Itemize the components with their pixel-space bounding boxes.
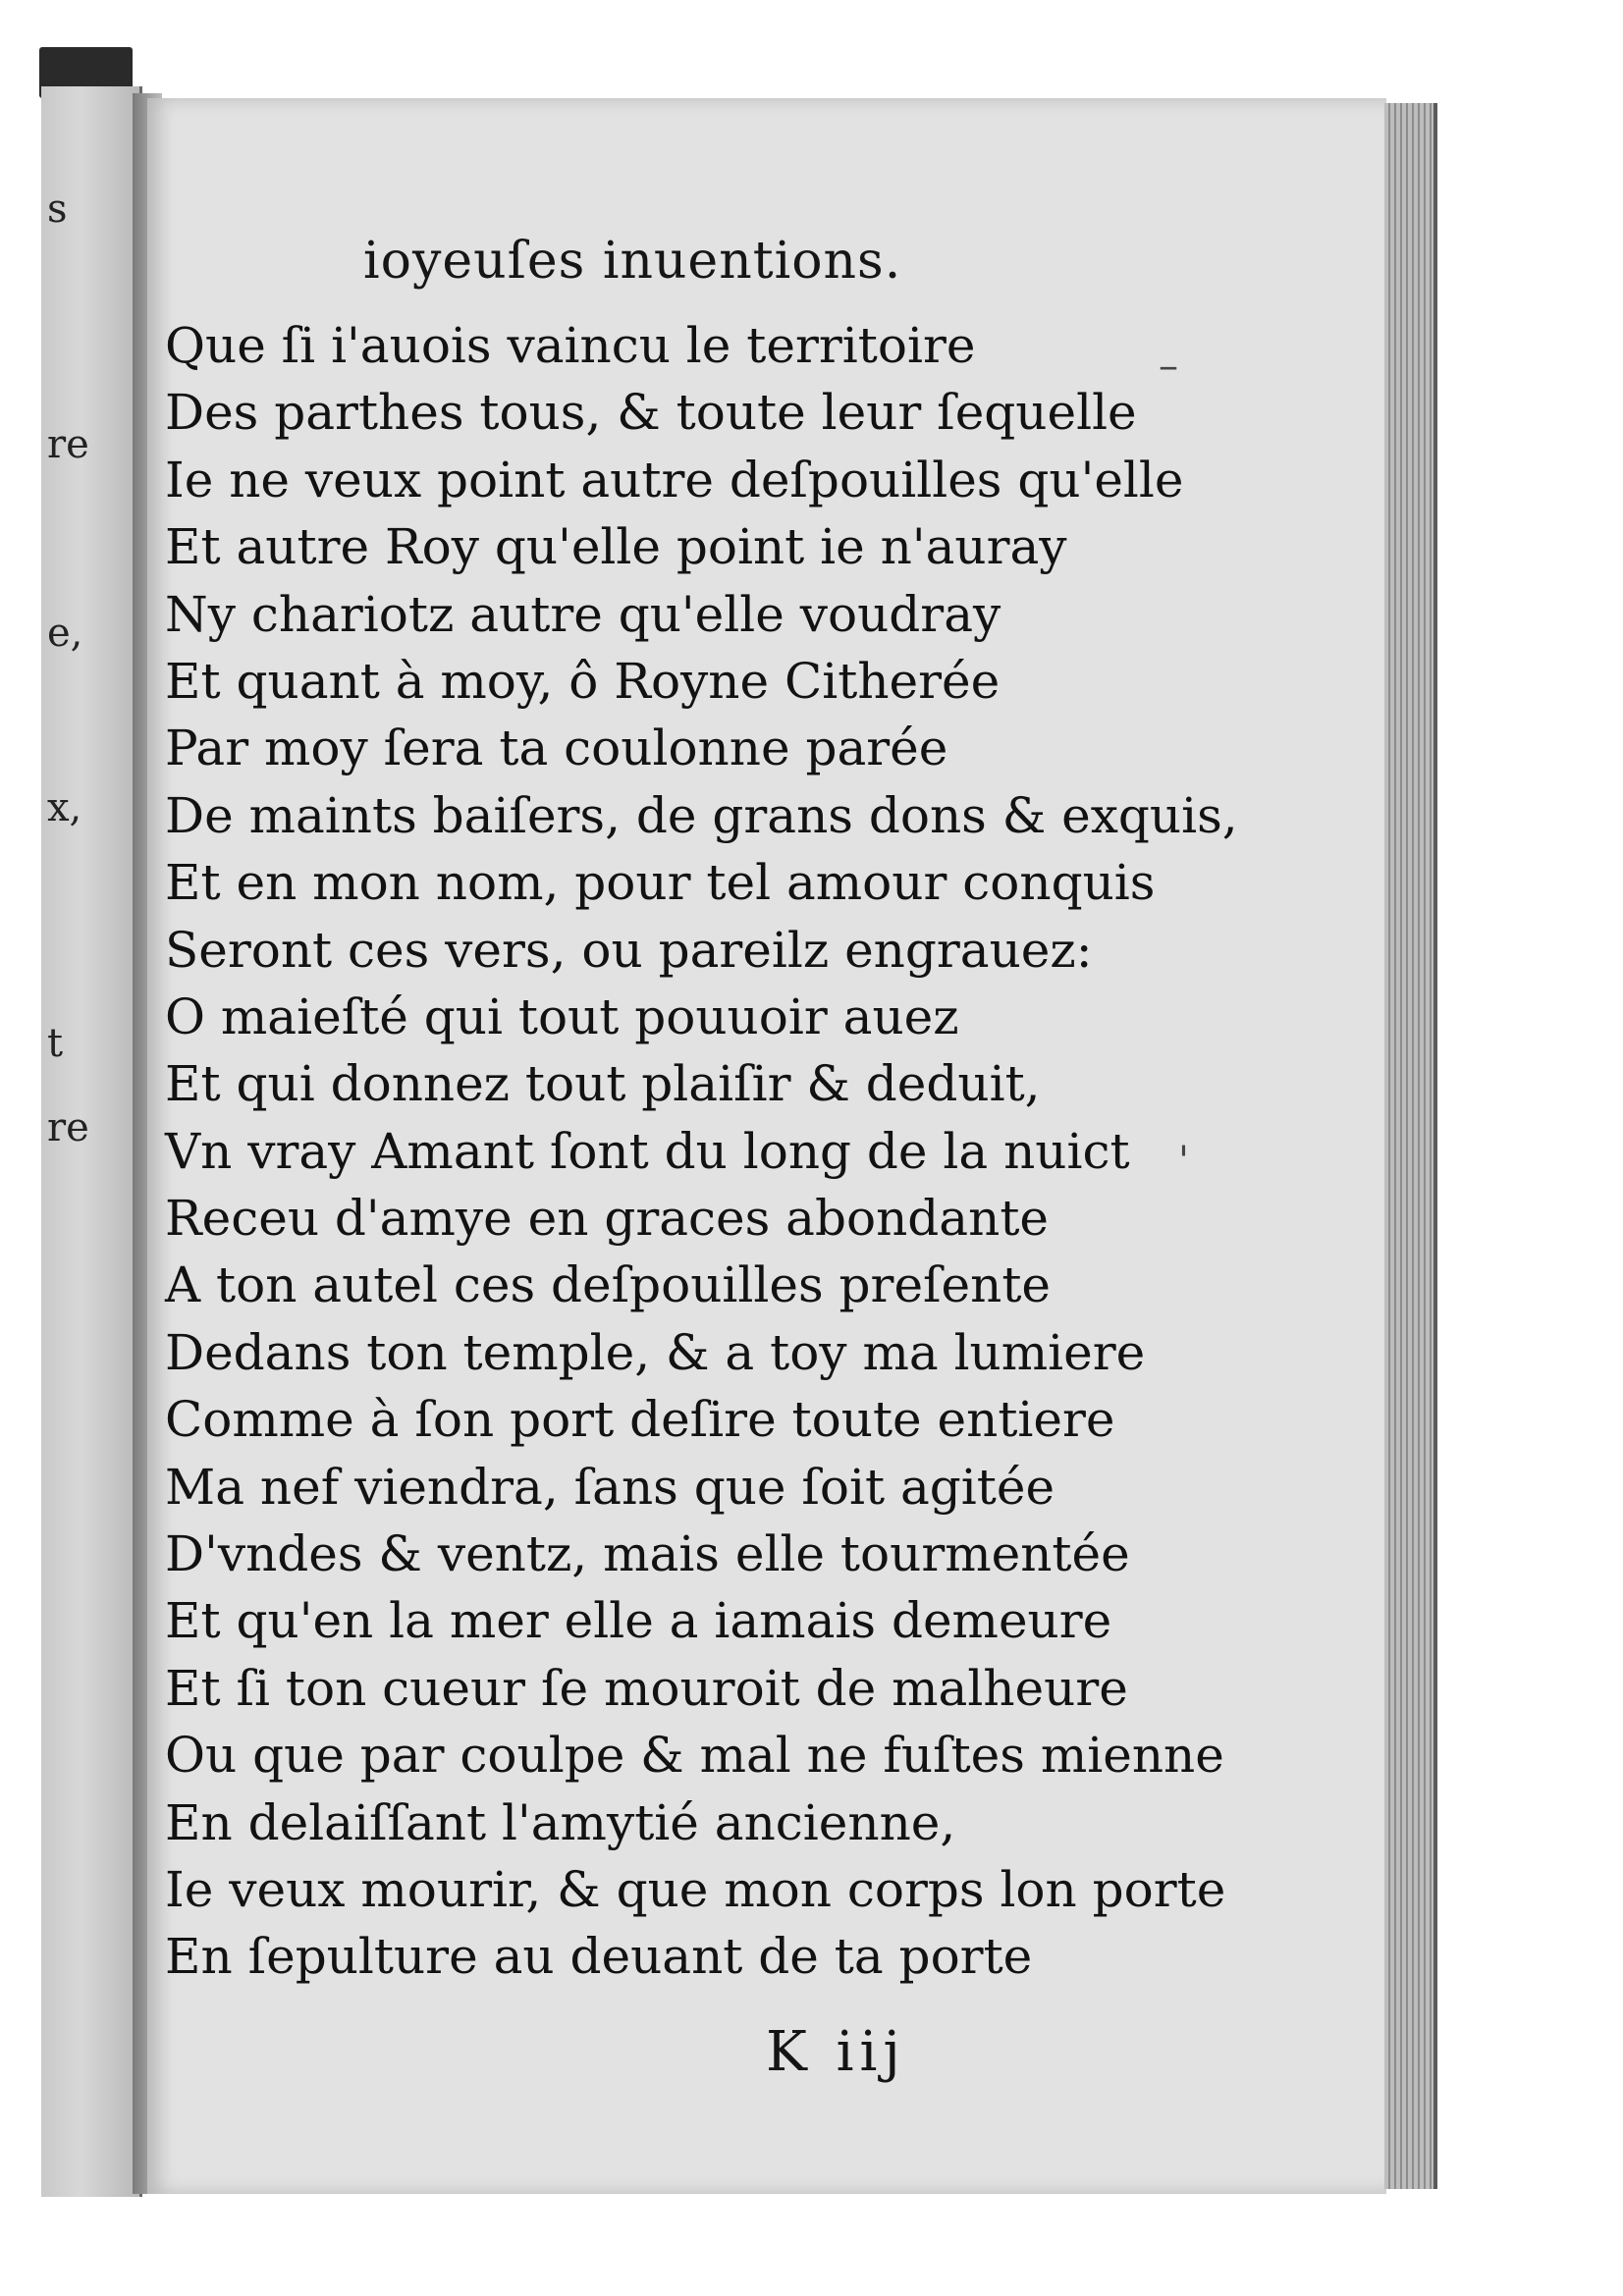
left-page-fragment: x, bbox=[47, 785, 82, 830]
verse-line: Ma nef viendra, ſans que ſoit agitée bbox=[165, 1458, 1055, 1516]
verse-line: Vn vray Amant ſont du long de la nuict bbox=[165, 1122, 1130, 1180]
page-edges bbox=[1384, 103, 1437, 2189]
verse-line: Par moy ſera ta coulonne parée bbox=[165, 720, 948, 777]
verse-line: Ou que par coulpe & mal ne fuſtes mienne bbox=[165, 1727, 1224, 1785]
left-page-fragment: e, bbox=[47, 611, 83, 656]
left-page-fragment: re bbox=[47, 422, 89, 467]
ink-speck: – bbox=[1159, 344, 1178, 389]
verse-line: Et ſi ton cueur ſe mouroit de malheure bbox=[165, 1659, 1128, 1717]
verse-line: Ny chariotz autre qu'elle voudray bbox=[165, 585, 1001, 643]
verse-line: En delaiſſant l'amytié ancienne, bbox=[165, 1793, 956, 1851]
verse-line: Que ſi i'auois vaincu le territoire bbox=[165, 317, 976, 374]
signature-mark: K iij bbox=[766, 2020, 906, 2084]
verse-line: Ie veux mourir, & que mon corps lon porte bbox=[165, 1860, 1226, 1918]
left-page-fragment: t bbox=[47, 1021, 64, 1066]
verse-line: Seront ces vers, ou pareilz engrauez: bbox=[165, 921, 1093, 979]
verse-line: Comme à ſon port deſire toute entiere bbox=[165, 1391, 1115, 1449]
verse-block bbox=[165, 312, 1238, 1991]
running-head: ioyeuſes inuentions. bbox=[363, 232, 902, 291]
verse-line: Et en mon nom, pour tel amour conquis bbox=[165, 854, 1156, 912]
verse-line: Et autre Roy qu'elle point ie n'auray bbox=[165, 518, 1067, 576]
verse-line: Et qui donnez tout plaiſir & deduit, bbox=[165, 1055, 1041, 1113]
verse-line: D'vndes & ventz, mais elle tourmentée bbox=[165, 1525, 1130, 1583]
verse-line: A ton autel ces deſpouilles preſente bbox=[165, 1256, 1052, 1314]
verse-line: Ie ne veux point autre deſpouilles qu'elle bbox=[165, 451, 1184, 508]
verse-line: O maieſté qui tout pouuoir auez bbox=[165, 988, 959, 1045]
ink-speck: ' bbox=[1178, 1139, 1189, 1184]
left-page-fragment: s bbox=[47, 187, 68, 232]
verse-line: Receu d'amye en graces abondante bbox=[165, 1190, 1049, 1248]
verse-line: De maints baiſers, de grans dons & exquis, bbox=[165, 786, 1238, 844]
verse-line: Et quant à moy, ô Royne Citherée bbox=[165, 652, 1001, 710]
verse-line: En ſepulture au deuant de ta porte bbox=[165, 1928, 1033, 1986]
verse-line: Des parthes tous, & toute leur ſequelle bbox=[165, 384, 1137, 442]
verse-line: Dedans ton temple, & a toy ma lumiere bbox=[165, 1323, 1146, 1381]
left-page-fragment: re bbox=[47, 1105, 89, 1150]
verse-line: Et qu'en la mer elle a iamais demeure bbox=[165, 1592, 1112, 1650]
